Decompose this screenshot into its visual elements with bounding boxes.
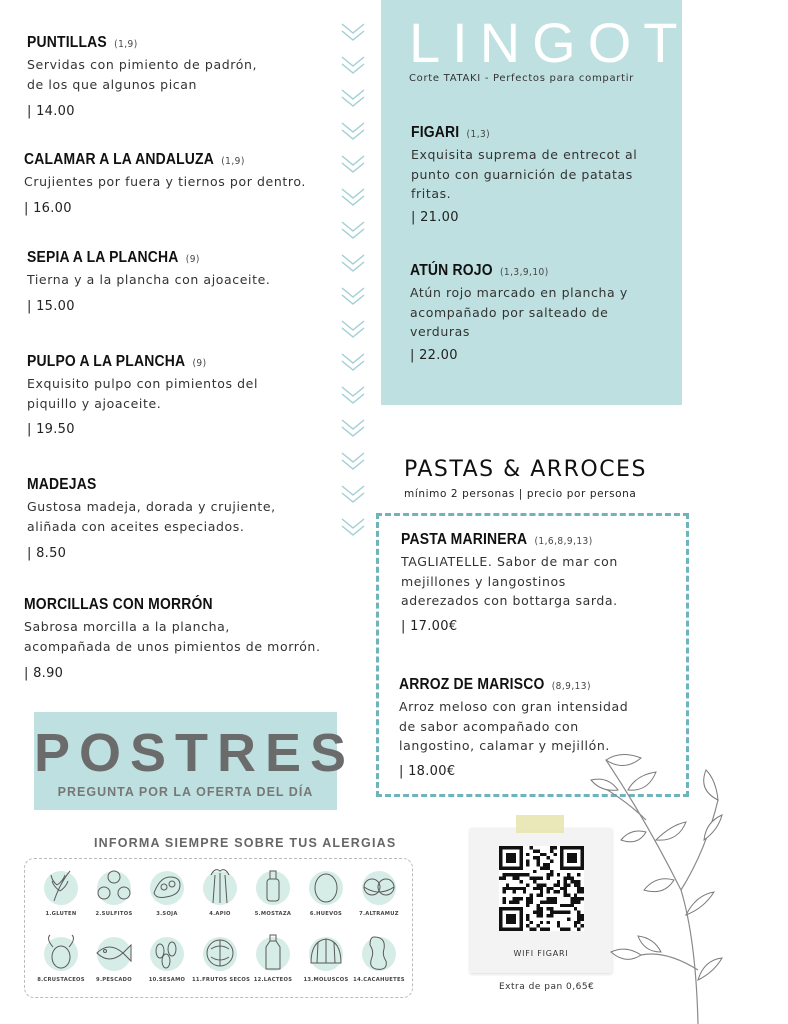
dish-description xyxy=(24,172,306,192)
chevron-mark xyxy=(342,387,364,396)
chevron-mark xyxy=(342,453,364,462)
egg-icon xyxy=(303,863,349,909)
qr-code-icon[interactable] xyxy=(499,846,584,931)
chevron-mark xyxy=(342,24,364,33)
dish-price: | 8.90 xyxy=(24,666,64,681)
dish-name: PULPO A LA PLANCHA xyxy=(27,353,186,370)
dish-allergen-codes: (9) xyxy=(192,358,207,369)
chevron-mark xyxy=(342,519,364,528)
dish-allergen-codes: (1,6,8,9,13) xyxy=(534,536,593,547)
allergen-item xyxy=(351,863,407,917)
menu-item xyxy=(27,476,276,561)
dish-description xyxy=(27,497,276,536)
allergen-item xyxy=(298,863,354,917)
dish-name: PUNTILLAS xyxy=(27,34,107,51)
dish-allergen-codes: (1,3) xyxy=(466,129,491,140)
dish-description xyxy=(410,283,628,342)
chevron-mark xyxy=(342,123,364,132)
pastas-title: PASTAS & ARROCES xyxy=(404,457,647,482)
allergen-label: 8.CRUSTACEOS xyxy=(37,977,85,983)
chevron-divider-icon xyxy=(339,20,367,560)
dish-allergen-codes: (1,9) xyxy=(114,39,138,50)
dish-description-line: de sabor acompañado con xyxy=(399,718,579,734)
wheat-icon xyxy=(38,863,84,909)
dish-allergen-codes: (8,9,13) xyxy=(551,681,591,692)
chevron-mark xyxy=(342,288,364,297)
dish-description-line: acompañado por salteado de xyxy=(410,304,609,320)
dish-name-row xyxy=(24,151,278,169)
allergen-label: 11.FRUTOS SECOS xyxy=(192,977,251,983)
molecule-icon xyxy=(91,863,137,909)
allergen-item xyxy=(298,929,354,983)
dish-description-line: Exquisito pulpo con pimientos del xyxy=(27,376,259,391)
allergen-label: 12.LACTEOS xyxy=(253,977,293,983)
dish-price: | 21.00 xyxy=(411,209,459,225)
dish-description-line: aliñada con aceites especiados. xyxy=(27,518,245,534)
sesame-icon xyxy=(144,929,190,975)
dish-allergen-codes: (9) xyxy=(185,254,200,265)
chevron-mark xyxy=(342,486,364,495)
dish-name-row xyxy=(401,531,596,549)
dish-description-line: Crujientes por fuera y tiernos por dentro. xyxy=(24,174,306,189)
plant-branch-icon xyxy=(586,740,724,1024)
chevron-mark xyxy=(342,255,364,264)
postres-subtitle: PREGUNTA POR LA OFERTA DEL DÍA xyxy=(57,785,314,799)
allergen-label: 14.CACAHUETES xyxy=(353,977,405,983)
allergen-label: 9.PESCADO xyxy=(96,977,132,983)
menu-item xyxy=(27,353,258,437)
dish-name-row xyxy=(411,124,615,142)
dish-price: | 14.00 xyxy=(27,104,75,119)
soy-icon xyxy=(144,863,190,909)
menu-item xyxy=(27,249,270,314)
dish-description-line: Tierna y a la plancha con ajoaceite. xyxy=(27,272,271,287)
lingotes-title: LINGOTES xyxy=(409,11,788,74)
allergen-label: 10.SESAMO xyxy=(148,977,186,983)
shell-icon xyxy=(303,929,349,975)
allergens-panel xyxy=(24,858,413,998)
dish-name: ARROZ DE MARISCO xyxy=(399,676,545,693)
lupin-icon xyxy=(356,863,402,909)
dish-name: MORCILLAS CON MORRÓN xyxy=(24,596,213,613)
fish-icon xyxy=(91,929,137,975)
allergen-label: 4.APIO xyxy=(209,911,231,917)
wifi-label: WIFI FIGARI xyxy=(513,949,569,958)
dish-name: SEPIA A LA PLANCHA xyxy=(27,249,179,266)
allergen-label: 2.SULFITOS xyxy=(95,911,133,917)
postres-title: POSTRES xyxy=(34,723,356,783)
chevron-mark xyxy=(342,189,364,198)
dish-description-line: acompañada de unos pimientos de morrón. xyxy=(24,638,321,654)
allergen-label: 3.SOJA xyxy=(156,911,178,917)
dish-name-row xyxy=(399,676,605,694)
milk-icon xyxy=(250,929,296,975)
allergen-item xyxy=(192,929,251,983)
dish-name: PASTA MARINERA xyxy=(401,531,528,548)
dish-name: MADEJAS xyxy=(27,476,97,493)
dish-description-line: Exquisita suprema de entrecot al xyxy=(411,147,638,162)
menu-item xyxy=(410,262,628,363)
dish-price: | 17.00€ xyxy=(401,618,458,634)
dish-price: | 18.00€ xyxy=(399,763,456,779)
peanut-icon xyxy=(356,929,402,975)
chevron-mark xyxy=(342,420,364,429)
dish-allergen-codes: (1,9) xyxy=(221,156,245,167)
chevron-mark xyxy=(342,321,364,330)
dish-description-line: de los que algunos pican xyxy=(27,76,198,92)
dish-description xyxy=(411,145,637,204)
allergens-title: INFORMA SIEMPRE SOBRE TUS ALERGIAS xyxy=(94,836,397,850)
dish-description-line: fritas. xyxy=(411,186,452,201)
dish-name-row xyxy=(27,34,234,52)
dish-name-row xyxy=(24,596,291,614)
pastas-subtitle: mínimo 2 personas | precio por persona xyxy=(404,488,637,500)
dish-description-line: punto con guarnición de patatas xyxy=(411,166,633,182)
allergen-item xyxy=(86,863,142,917)
allergen-label: 13.MOLUSCOS xyxy=(303,977,349,983)
dish-description xyxy=(24,617,321,656)
dish-name: ATÚN ROJO xyxy=(410,262,493,279)
dish-name-row xyxy=(27,249,246,267)
dish-description-line: Atún rojo marcado en plancha y xyxy=(410,285,628,300)
dish-name-row xyxy=(27,353,235,371)
dish-description-line: Arroz meloso con gran intensidad xyxy=(399,699,629,714)
dish-description xyxy=(401,552,618,611)
chevron-mark xyxy=(342,222,364,231)
postres-panel xyxy=(34,712,356,810)
celery-icon xyxy=(197,863,243,909)
allergen-item xyxy=(33,929,89,983)
dish-name: CALAMAR A LA ANDALUZA xyxy=(24,151,215,168)
allergen-item xyxy=(351,929,407,983)
lingotes-subtitle: Corte TATAKI - Perfectos para compartir xyxy=(409,73,634,84)
dish-description-line: TAGLIATELLE. Sabor de mar con xyxy=(401,554,618,569)
allergen-label: 5.MOSTAZA xyxy=(254,911,292,917)
allergen-item xyxy=(192,863,248,917)
bread-note: Extra de pan 0,65€ xyxy=(499,982,595,992)
dish-price: | 15.00 xyxy=(27,298,75,314)
dish-description-line: aderezados con bottarga sarda. xyxy=(401,593,618,608)
dish-description-line: piquillo y ajoaceite. xyxy=(27,395,162,411)
dish-description-line: verduras xyxy=(410,324,470,339)
crab-icon xyxy=(38,929,84,975)
tape-decoration xyxy=(516,815,564,833)
menu-item xyxy=(27,34,257,119)
mustard-icon xyxy=(250,863,296,909)
dish-description-line: Servidas con pimiento de padrón, xyxy=(27,57,258,72)
nut-icon xyxy=(197,929,243,975)
chevron-mark xyxy=(342,57,364,66)
dish-description xyxy=(27,55,257,94)
dish-description-line: Gustosa madeja, dorada y crujiente, xyxy=(27,499,276,514)
dish-price: | 19.50 xyxy=(27,422,75,437)
dish-allergen-codes: (1,3,9,10) xyxy=(499,267,549,278)
allergen-item xyxy=(245,863,301,917)
dish-price: | 8.50 xyxy=(27,546,67,561)
menu-item xyxy=(24,596,321,681)
dish-description-line: mejillones y langostinos xyxy=(401,573,566,589)
dish-price: | 16.00 xyxy=(24,200,72,216)
allergen-label: 1.GLUTEN xyxy=(45,911,77,917)
dish-price: | 22.00 xyxy=(410,347,458,363)
dish-description xyxy=(27,270,270,290)
allergen-label: 7.ALTRAMUZ xyxy=(359,911,399,917)
menu-item xyxy=(24,151,306,216)
dish-name: FIGARI xyxy=(411,124,460,141)
menu-item xyxy=(411,124,637,225)
menu-item xyxy=(401,531,618,634)
allergen-label: 6.HUEVOS xyxy=(309,911,343,917)
allergen-item xyxy=(139,929,195,983)
dish-description-line: Sabrosa morcilla a la plancha, xyxy=(24,619,230,634)
chevron-mark xyxy=(342,90,364,99)
allergen-item xyxy=(86,929,142,983)
allergen-item xyxy=(33,863,89,917)
allergen-item xyxy=(139,863,195,917)
chevron-mark xyxy=(342,354,364,363)
dish-description-line: langostino, calamar y mejillón. xyxy=(399,738,610,753)
allergen-item xyxy=(245,929,301,983)
dish-description xyxy=(27,374,258,413)
dish-name-row xyxy=(410,262,606,280)
dish-name-row xyxy=(27,476,251,494)
chevron-mark xyxy=(342,156,364,165)
